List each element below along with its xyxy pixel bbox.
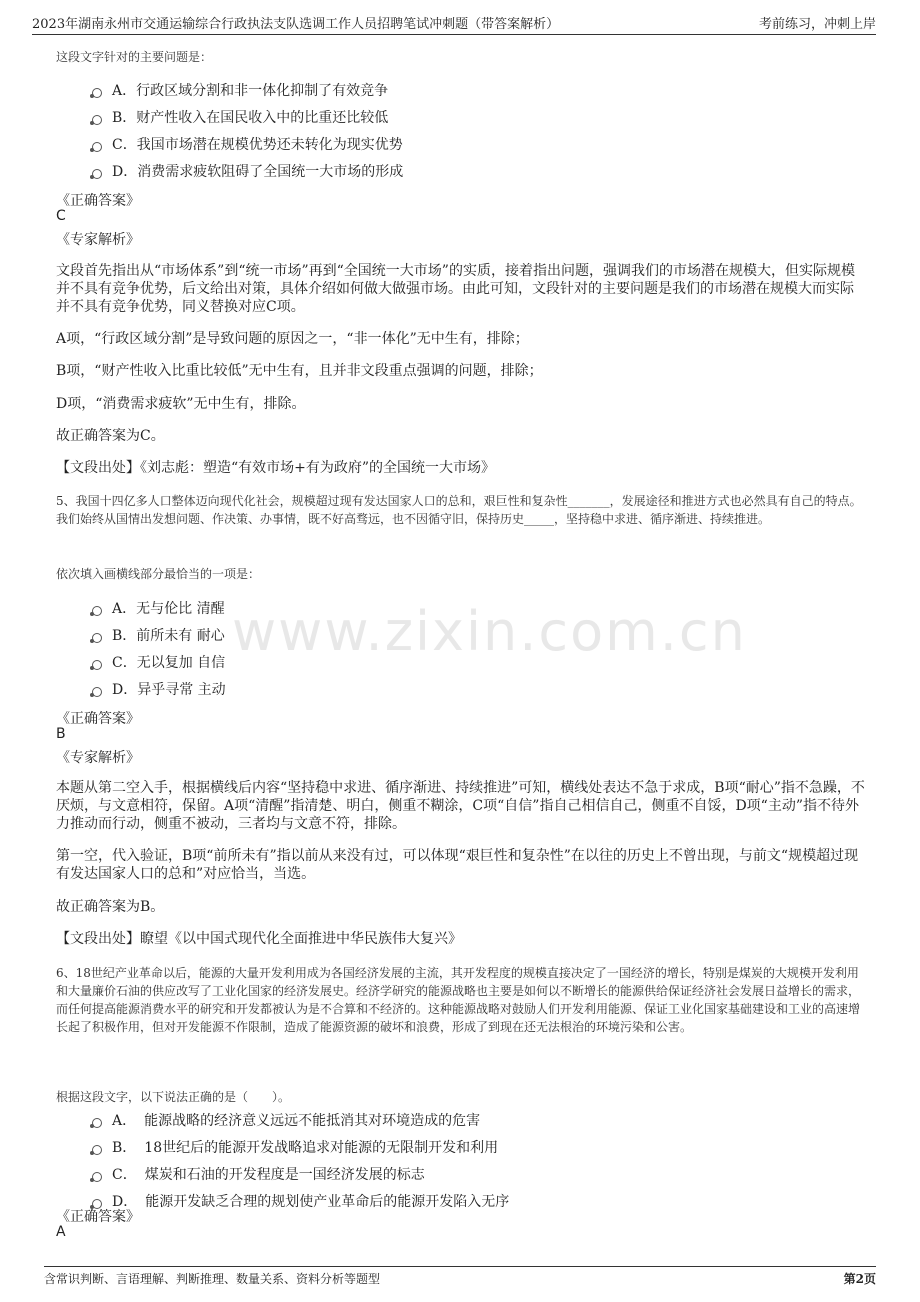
radio-icon[interactable]	[92, 606, 102, 616]
radio-icon[interactable]	[92, 169, 102, 179]
page-footer	[44, 1266, 876, 1288]
page-header	[32, 10, 876, 35]
radio-icon[interactable]	[92, 115, 102, 125]
q4-answer-label: 《正确答案》	[56, 193, 140, 209]
q6-prompt: 根据这段文字，以下说法正确的是（ ）。	[56, 1090, 291, 1104]
q5-option-d[interactable]: D． 异乎寻常 主动	[92, 679, 226, 699]
header-slogan: 考前练习，冲刺上岸	[758, 17, 876, 32]
q5-analysis-p2: 第一空，代入验证，B项“前所未有”指以前从来没有过，可以体现“艰巨性和复杂性”在以往的历史上不曾出现，与前文“规模超过现有发达国家人口的总和”对应恰当，当选。	[56, 848, 859, 882]
q5-prompt: 依次填入画横线部分最恰当的一项是：	[56, 567, 261, 581]
q4-option-a[interactable]: A． 行政区域分割和非一体化抑制了有效竞争	[92, 80, 388, 100]
q6-answer-label: 《正确答案》	[56, 1209, 140, 1225]
q4-prompt: 这段文字针对的主要问题是：	[56, 50, 213, 64]
q6-option-b[interactable]: B． 18世纪后的能源开发战略追求对能源的无限制开发和利用	[92, 1137, 498, 1157]
page-number: 第2页	[843, 1272, 876, 1286]
q5-answer-label: 《正确答案》	[56, 711, 140, 727]
radio-icon[interactable]	[92, 633, 102, 643]
q4-source: 【文段出处】《刘志彪：塑造“有效市场+有为政府”的全国统一大市场》	[56, 460, 496, 476]
q6-option-a[interactable]: A． 能源战略的经济意义远远不能抵消其对环境造成的危害	[92, 1110, 480, 1130]
q4-analysis-label: 《专家解析》	[56, 232, 140, 248]
radio-icon[interactable]	[92, 1145, 102, 1155]
q4-analysis-p1: 文段首先指出从“市场体系”到“统一市场”再到“全国统一大市场”的实质，接着指出问题，强调我们的市场潜在规模大，但实际规模并不具有竞争优势，后文给出对策，具体介绍如何做大做强市场。由此可知，文段针对的主要问题是我们的市场潜在规模大而实际并不具有竞争优势，同义替换对应C项。	[56, 263, 855, 315]
q4-analysis-p3: B项，“财产性收入比重比较低”无中生有，且并非文段重点强调的问题，排除；	[56, 363, 543, 379]
document-title: 2023年湖南永州市交通运输综合行政执法支队选调工作人员招聘笔试冲刺题（带答案解析）	[32, 17, 560, 32]
q5-option-a[interactable]: A． 无与伦比 清醒	[92, 598, 225, 618]
radio-icon[interactable]	[92, 660, 102, 670]
q4-option-c[interactable]: C． 我国市场潜在规模优势还未转化为现实优势	[92, 134, 403, 154]
radio-icon[interactable]	[92, 88, 102, 98]
radio-icon[interactable]	[92, 687, 102, 697]
q4-analysis-p5: 故正确答案为C。	[56, 428, 165, 444]
footer-text: 含常识判断、言语理解、判断推理、数量关系、资料分析等题型	[44, 1272, 381, 1286]
q6-option-d[interactable]: D． 能源开发缺乏合理的规划使产业革命后的能源开发陷入无序	[92, 1191, 509, 1211]
q5-option-c[interactable]: C． 无以复加 自信	[92, 652, 225, 672]
q4-option-b[interactable]: B． 财产性收入在国民收入中的比重还比较低	[92, 107, 388, 127]
q5-analysis-p3: 故正确答案为B。	[56, 899, 165, 915]
q4-answer: C	[56, 208, 66, 224]
q5-answer: B	[56, 726, 66, 742]
watermark: www.zixin.com.cn	[232, 600, 747, 663]
radio-icon[interactable]	[92, 1172, 102, 1182]
q4-analysis-p2: A项，“行政区域分割”是导致问题的原因之一，“非一体化”无中生有，排除；	[56, 331, 529, 347]
q5-option-b[interactable]: B． 前所未有 耐心	[92, 625, 225, 645]
q4-option-d[interactable]: D． 消费需求疲软阻碍了全国统一大市场的形成	[92, 161, 403, 181]
q5-analysis-p1: 本题从第二空入手，根据横线后内容“坚持稳中求进、循序渐进、持续推进”可知，横线处表达不急于求成，B项“耐心”指不急躁，不厌烦，与文意相符，保留。A项“清醒”指清楚、明白，侧重不糊涂，C项“自信”指自己相信自己，侧重不自馁，D项“主动”指不待外力推动而行动，侧重不被动，三者均与文意不符，排除。	[56, 780, 865, 832]
q6-option-c[interactable]: C． 煤炭和石油的开发程度是一国经济发展的标志	[92, 1164, 425, 1184]
q5-source: 【文段出处】瞭望《以中国式现代化全面推进中华民族伟大复兴》	[56, 931, 462, 947]
radio-icon[interactable]	[92, 1118, 102, 1128]
q6-answer: A	[56, 1224, 66, 1240]
q4-analysis-p4: D项，“消费需求疲软”无中生有，排除。	[56, 396, 306, 412]
radio-icon[interactable]	[92, 142, 102, 152]
q6-stem: 6、18世纪产业革命以后，能源的大量开发利用成为各国经济发展的主流，其开发程度的规模直接决定了一国经济的增长，特别是煤炭的大规模开发利用和大量廉价石油的供应改写了工业化国家的经济发展史。经济学研究的能源战略也主要是如何以不断增长的能源供给保证经济社会发展日益增长的需求，而任何提高能源消费水平的研究和开发都被认为是不合算和不经济的。这种能源战略对鼓励人们开发利用能源、保证工业化国家基础建设和工业的高速增长起了积极作用，但对开发能源不作限制，造成了能源资源的破坏和浪费，形成了到现在还无法根治的环境污染和公害。	[56, 966, 861, 1034]
q5-stem: 5、我国十四亿多人口整体迈向现代化社会，规模超过现有发达国家人口的总和，艰巨性和复杂性_______，发展途径和推进方式也必然具有自己的特点。我们始终从国情出发想问题、作决策、办事情，既不好高骛远，也不因循守旧，保持历史_____，坚持稳中求进、循序渐进、持续推进。	[56, 494, 862, 526]
q5-analysis-label: 《专家解析》	[56, 750, 140, 766]
